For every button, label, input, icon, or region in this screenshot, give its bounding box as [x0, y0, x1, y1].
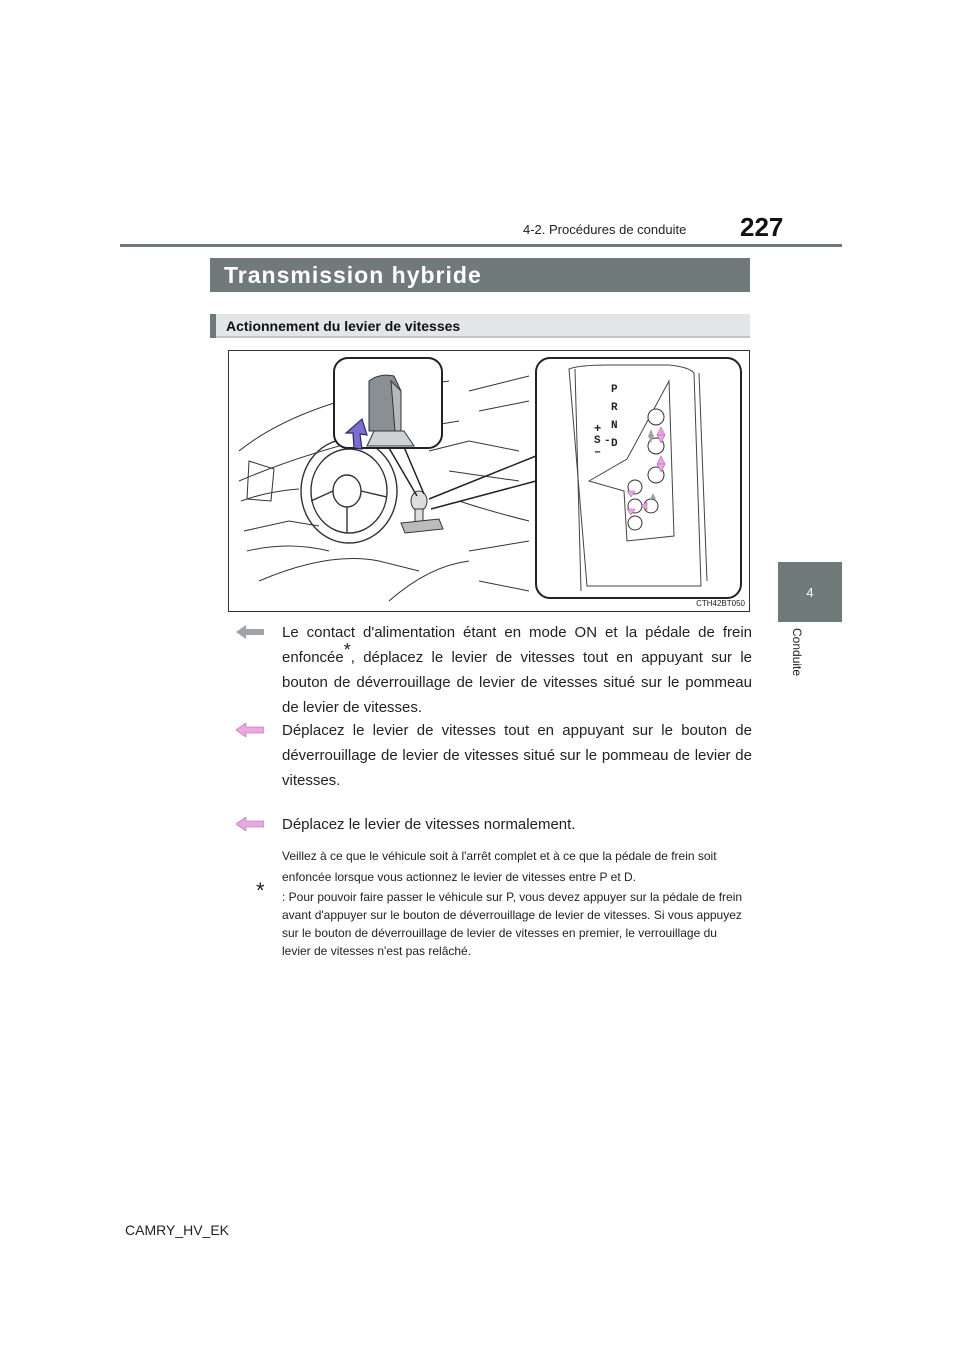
section-label: 4-2. Procédures de conduite [523, 222, 687, 237]
chapter-label-text: Conduite [790, 628, 804, 677]
cabin-drawing [229, 351, 749, 611]
chapter-tab [778, 562, 842, 622]
page-title: Transmission hybride [210, 258, 750, 292]
pink-arrow-icon [236, 723, 264, 737]
chapter-tab-number: 4 [806, 584, 814, 600]
pink-arrow-icon [236, 817, 264, 831]
gate-letter-d: D [611, 438, 618, 450]
illustration-code: CTH42BT050 [696, 599, 745, 608]
instruction-3-text: Déplacez le levier de vitesses normalement. [282, 816, 576, 833]
gate-callout [536, 358, 741, 598]
gate-dash: - [604, 435, 611, 447]
gate-letter-n: N [611, 420, 618, 432]
instruction-1 [236, 620, 752, 716]
gate-plus: + [594, 422, 602, 436]
instruction-2-text: Déplacez le levier de vitesses tout en appuyant sur le bouton de déverrouillage de levier de vitesses situé sur le pommeau de levier de vitesses. [282, 722, 752, 789]
shift-lever-small [401, 491, 443, 533]
steering-wheel-drawing [301, 439, 397, 543]
note-text: Veillez à ce que le véhicule soit à l'arrêt complet et à ce que la pédale de frein soit enfoncée lorsque vous actionnez le levier de vitesses entre P et D. [282, 849, 717, 884]
model-code: CAMRY_HV_EK [125, 1222, 230, 1238]
gate-minus: – [594, 445, 602, 459]
gray-arrow-icon [236, 625, 264, 639]
footnote-mark: * [343, 640, 351, 660]
instruction-3 [236, 812, 752, 838]
gate-letters [611, 381, 618, 453]
instruction-1-text-b: , déplacez le levier de vitesses tout en appuyant sur le bouton de déverrouillage de levier de vitesses situé sur le pommeau de levier de vitesses. [282, 649, 752, 716]
gate-letter-p: P [611, 384, 618, 396]
instruction-1-text [282, 620, 752, 720]
header-rule [120, 244, 842, 247]
subsection-accent [210, 314, 216, 338]
footnote-text: : Pour pouvoir faire passer le véhicule sur P, vous devez appuyer sur la pédale de frein avant d'appuyer sur le bouton de déverrouillage de levier de vitesses. Si vous appuyez sur le bouton de déverrouillage de levier de vitesses en premier, le verrouillage du levier de vitesses n'est pas relâché. [282, 890, 743, 958]
subsection-heading [210, 314, 750, 338]
page-number: 227 [740, 212, 784, 242]
shift-lever-illustration [228, 350, 750, 612]
gate-s: S [594, 435, 601, 447]
subsection-title: Actionnement du levier de vitesses [226, 318, 461, 334]
footnote-star: * [256, 878, 265, 903]
gate-letter-r: R [611, 402, 618, 414]
instruction-1-text-a: Le contact d'alimentation étant en mode ON et la pédale de frein enfoncée [282, 624, 752, 666]
chapter-label [786, 628, 806, 688]
instruction-2 [236, 718, 752, 794]
